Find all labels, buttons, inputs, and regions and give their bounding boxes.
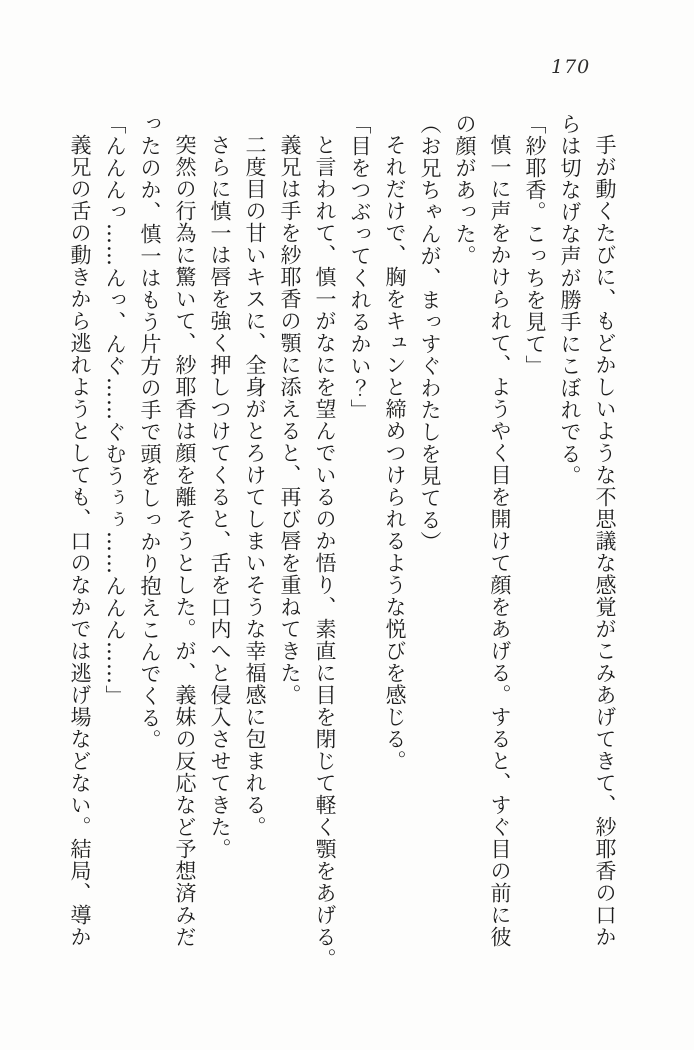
text-column: 「紗耶香。こっちを見て」 [523, 113, 547, 377]
text-column: と言われて、慎一がなにを望んでいるのか悟り、素直に目を閉じて軽く顎をあげる。 [313, 134, 337, 970]
text-column: 二度目の甘いキスに、全身がとろけてしまいそうな幸福感に包まれる。 [243, 134, 267, 838]
text-column: 突然の行為に驚いて、紗耶香は顔を離そうとした。が、義妹の反応など予想済みだ [173, 134, 197, 948]
text-column: 「んんんっ……んっ、んぐ……ぐむうぅぅ……んんん……」 [103, 113, 127, 707]
text-column: 慎一に声をかけられて、ようやく目を開けて顔をあげる。すると、すぐ目の前に彼 [488, 134, 512, 948]
text-column: の顔があった。 [453, 113, 477, 267]
page-number: 170 [551, 56, 591, 78]
text-body [62, 113, 622, 1013]
text-column: （お兄ちゃんが、まっすぐわたしを見てる） [418, 113, 442, 553]
text-column: 義兄は手を紗耶香の顎に添えると、再び唇を重ねてきた。 [278, 134, 302, 706]
text-column: 手が動くたびに、もどかしいような不思議な感覚がこみあげてきて、紗耶香の口か [593, 134, 617, 948]
text-column: それだけで、胸をキュンと締めつけられるような悦びを感じる。 [383, 134, 407, 772]
text-column: ったのか、慎一はもう片方の手で頭をしっかり抱えこんでくる。 [138, 113, 162, 751]
text-column: 義兄の舌の動きから逃れようとしても、口のなかでは逃げ場などない。結局、導か [68, 134, 92, 948]
text-column: らは切なげな声が勝手にこぼれでる。 [558, 113, 582, 487]
text-column: 「目をつぶってくれるかい？」 [348, 113, 372, 421]
text-column: さらに慎一は唇を強く押しつけてくると、舌を口内へと侵入させてきた。 [208, 134, 232, 860]
